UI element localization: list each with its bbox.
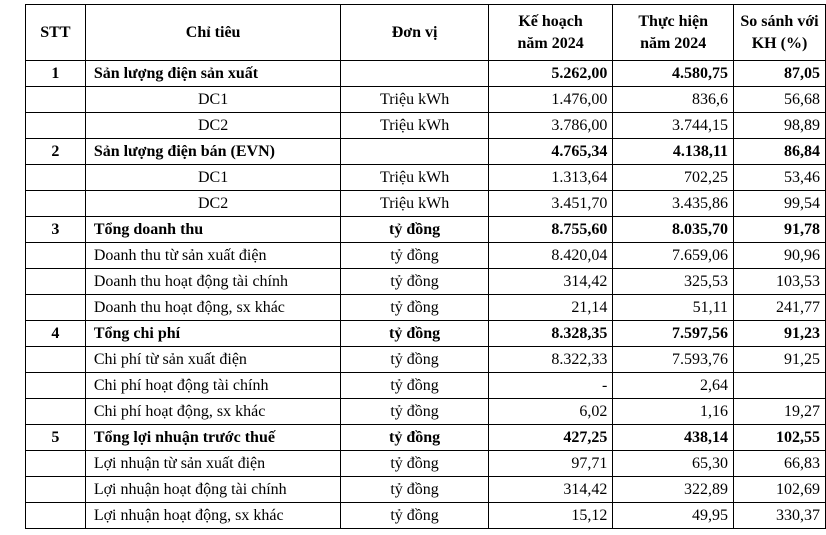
cell-indicator: Doanh thu từ sản xuất điện (85, 243, 341, 269)
cell-compare: 66,83 (734, 451, 826, 477)
cell-stt: 1 (26, 61, 86, 87)
cell-stt (26, 347, 86, 373)
cell-actual: 325,53 (613, 269, 734, 295)
header-compare-line-2: KH (%) (751, 34, 808, 52)
table-row (26, 243, 826, 269)
cell-actual: 7.593,76 (613, 347, 734, 373)
cell-plan: 314,42 (488, 477, 613, 503)
cell-compare: 98,89 (734, 113, 826, 139)
cell-actual: 2,64 (613, 373, 734, 399)
cell-plan: 1.313,64 (488, 165, 613, 191)
cell-compare: 56,68 (734, 87, 826, 113)
cell-compare: 103,53 (734, 269, 826, 295)
cell-indicator: Lợi nhuận hoạt động, sx khác (85, 503, 341, 529)
cell-stt (26, 191, 86, 217)
document-page (25, 4, 826, 529)
table-body (26, 61, 826, 529)
cell-actual: 4.580,75 (613, 61, 734, 87)
header-actual-line-2: năm 2024 (640, 34, 707, 52)
cell-actual: 65,30 (613, 451, 734, 477)
cell-unit: tỷ đồng (341, 217, 488, 243)
results-table (25, 4, 826, 529)
cell-stt (26, 87, 86, 113)
cell-unit: tỷ đồng (341, 503, 488, 529)
cell-compare: 241,77 (734, 295, 826, 321)
cell-indicator: Tổng chi phí (85, 321, 341, 347)
cell-indicator: DC1 (85, 87, 341, 113)
cell-compare: 330,37 (734, 503, 826, 529)
cell-unit: tỷ đồng (341, 399, 488, 425)
cell-compare: 102,55 (734, 425, 826, 451)
cell-compare: 19,27 (734, 399, 826, 425)
cell-stt: 3 (26, 217, 86, 243)
cell-unit: tỷ đồng (341, 477, 488, 503)
cell-unit: tỷ đồng (341, 451, 488, 477)
cell-compare: 87,05 (734, 61, 826, 87)
table-row (26, 347, 826, 373)
cell-actual: 7.659,06 (613, 243, 734, 269)
cell-actual: 4.138,11 (613, 139, 734, 165)
cell-indicator: Doanh thu hoạt động tài chính (85, 269, 341, 295)
cell-indicator: DC1 (85, 165, 341, 191)
cell-plan: 8.420,04 (488, 243, 613, 269)
cell-stt (26, 165, 86, 191)
table-row (26, 191, 826, 217)
cell-indicator: Sản lượng điện sản xuất (85, 61, 341, 87)
cell-stt (26, 243, 86, 269)
cell-indicator: Chi phí hoạt động tài chính (85, 373, 341, 399)
header-stt: STT (26, 5, 86, 61)
cell-actual: 438,14 (613, 425, 734, 451)
table-row-section (26, 425, 826, 451)
table-row (26, 399, 826, 425)
cell-actual: 836,6 (613, 87, 734, 113)
cell-unit: Triệu kWh (341, 87, 488, 113)
header-indicator: Chỉ tiêu (85, 5, 341, 61)
cell-indicator: DC2 (85, 113, 341, 139)
cell-actual: 8.035,70 (613, 217, 734, 243)
cell-unit: tỷ đồng (341, 373, 488, 399)
cell-compare (734, 373, 826, 399)
cell-unit: Triệu kWh (341, 113, 488, 139)
cell-stt (26, 477, 86, 503)
cell-plan: 21,14 (488, 295, 613, 321)
cell-plan: 8.322,33 (488, 347, 613, 373)
cell-plan: 6,02 (488, 399, 613, 425)
table-row (26, 451, 826, 477)
cell-actual: 702,25 (613, 165, 734, 191)
cell-compare: 53,46 (734, 165, 826, 191)
header-actual-line-1: Thực hiện (638, 12, 708, 30)
cell-stt: 2 (26, 139, 86, 165)
table-row-section (26, 61, 826, 87)
cell-unit: tỷ đồng (341, 243, 488, 269)
cell-indicator: Chi phí hoạt động, sx khác (85, 399, 341, 425)
cell-plan: 5.262,00 (488, 61, 613, 87)
cell-unit: tỷ đồng (341, 269, 488, 295)
cell-plan: 4.765,34 (488, 139, 613, 165)
table-row (26, 269, 826, 295)
cell-unit: Triệu kWh (341, 191, 488, 217)
cell-actual: 322,89 (613, 477, 734, 503)
cell-stt: 5 (26, 425, 86, 451)
table-row (26, 113, 826, 139)
table-row-section (26, 139, 826, 165)
cell-plan: 15,12 (488, 503, 613, 529)
cell-unit: tỷ đồng (341, 425, 488, 451)
header-compare-line-1: So sánh với (740, 12, 819, 30)
table-row (26, 373, 826, 399)
cell-actual: 3.744,15 (613, 113, 734, 139)
cell-stt (26, 399, 86, 425)
cell-compare: 91,23 (734, 321, 826, 347)
cell-compare: 102,69 (734, 477, 826, 503)
cell-plan: 3.451,70 (488, 191, 613, 217)
cell-actual: 49,95 (613, 503, 734, 529)
cell-unit: tỷ đồng (341, 347, 488, 373)
header-plan-line-2: năm 2024 (517, 34, 584, 52)
cell-indicator: Doanh thu hoạt động, sx khác (85, 295, 341, 321)
cell-indicator: Chi phí từ sản xuất điện (85, 347, 341, 373)
cell-actual: 7.597,56 (613, 321, 734, 347)
cell-stt (26, 451, 86, 477)
cell-compare: 91,25 (734, 347, 826, 373)
cell-compare: 90,96 (734, 243, 826, 269)
cell-compare: 86,84 (734, 139, 826, 165)
table-row (26, 477, 826, 503)
table-row (26, 503, 826, 529)
cell-unit: tỷ đồng (341, 295, 488, 321)
cell-actual: 1,16 (613, 399, 734, 425)
cell-plan: 314,42 (488, 269, 613, 295)
cell-indicator: Tổng lợi nhuận trước thuế (85, 425, 341, 451)
cell-stt (26, 373, 86, 399)
table-row-section (26, 321, 826, 347)
cell-plan: - (488, 373, 613, 399)
table-row (26, 165, 826, 191)
cell-compare: 99,54 (734, 191, 826, 217)
cell-stt (26, 295, 86, 321)
cell-stt (26, 269, 86, 295)
cell-plan: 8.328,35 (488, 321, 613, 347)
table-row (26, 87, 826, 113)
cell-unit: Triệu kWh (341, 165, 488, 191)
cell-stt (26, 113, 86, 139)
table-row (26, 295, 826, 321)
cell-unit (341, 61, 488, 87)
cell-indicator: DC2 (85, 191, 341, 217)
cell-unit (341, 139, 488, 165)
cell-plan: 1.476,00 (488, 87, 613, 113)
cell-plan: 97,71 (488, 451, 613, 477)
table-row-section (26, 217, 826, 243)
cell-unit: tỷ đồng (341, 321, 488, 347)
header-plan-line-1: Kế hoạch (518, 12, 583, 30)
cell-actual: 51,11 (613, 295, 734, 321)
header-compare (734, 5, 826, 61)
header-row (26, 5, 826, 61)
cell-compare: 91,78 (734, 217, 826, 243)
header-unit: Đơn vị (341, 5, 488, 61)
cell-actual: 3.435,86 (613, 191, 734, 217)
cell-plan: 8.755,60 (488, 217, 613, 243)
cell-stt: 4 (26, 321, 86, 347)
header-plan (488, 5, 613, 61)
header-actual (613, 5, 734, 61)
cell-plan: 3.786,00 (488, 113, 613, 139)
cell-indicator: Lợi nhuận hoạt động tài chính (85, 477, 341, 503)
cell-indicator: Lợi nhuận từ sản xuất điện (85, 451, 341, 477)
cell-indicator: Tổng doanh thu (85, 217, 341, 243)
cell-plan: 427,25 (488, 425, 613, 451)
cell-stt (26, 503, 86, 529)
cell-indicator: Sản lượng điện bán (EVN) (85, 139, 341, 165)
